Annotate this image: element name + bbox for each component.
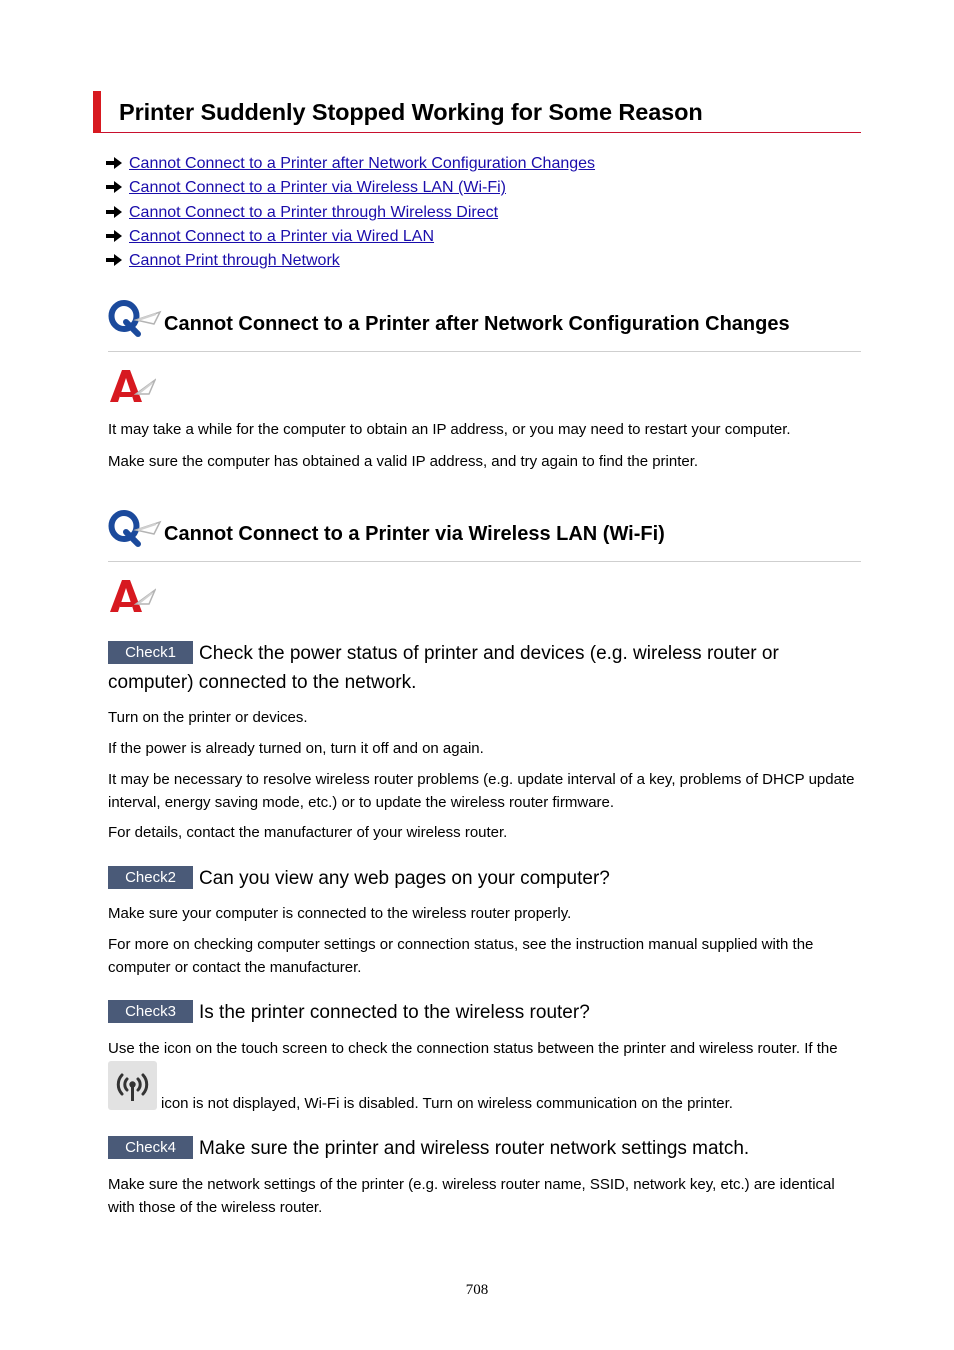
list-item (106, 226, 595, 250)
page-number: 708 (465, 1282, 489, 1298)
check-text: It may be necessary to resolve wireless router problems (e.g. update interval of a key, problems of DHCP update interval, energy saving mode, etc.) or to update the wireless router firmware. (108, 771, 855, 811)
question-title: Cannot Connect to a Printer via Wireless LAN (Wi-Fi) (164, 523, 665, 545)
link-wireless-direct[interactable]: Cannot Connect to a Printer through Wireless Direct (129, 203, 499, 221)
check-badge: Check3 (108, 1000, 193, 1023)
check-heading-text: Can you view any web pages on your computer? (199, 868, 610, 889)
answer-text: It may take a while for the computer to obtain an IP address, or you may need to restart your computer. (108, 421, 791, 438)
answer-text: Make sure the computer has obtained a valid IP address, and try again to find the printer. (108, 453, 699, 470)
question-heading (108, 508, 861, 562)
check-heading (108, 864, 862, 893)
check-badge: Check1 (108, 641, 193, 664)
page-title-header (93, 91, 861, 133)
answer-icon (108, 578, 156, 614)
list-item (106, 202, 595, 226)
link-network-config-changes[interactable]: Cannot Connect to a Printer after Network Configuration Changes (129, 155, 596, 172)
check-text: If the power is already turned on, turn it off and on again. (108, 740, 484, 757)
check-badge: Check4 (108, 1136, 193, 1159)
check-text: For more on checking computer settings or connection status, see the instruction manual supplied with the computer or contact the manufacturer. (108, 936, 814, 976)
check-heading (108, 639, 862, 697)
arrow-right-icon (106, 157, 122, 169)
wifi-signal-icon (108, 1061, 157, 1110)
answer-icon (108, 368, 156, 404)
question-icon (108, 298, 162, 338)
check-heading-text: Make sure the printer and wireless router network settings match. (199, 1138, 750, 1159)
list-item (106, 177, 595, 201)
check-text: Make sure the network settings of the printer (e.g. wireless router name, SSID, network key, etc.) are identical with those of the wireless router. (108, 1176, 835, 1216)
check-text: For details, contact the manufacturer of your wireless router. (108, 824, 508, 841)
arrow-right-icon (106, 254, 122, 266)
check-text: Use the icon on the touch screen to check the connection status between the printer and wireless router. If the (108, 1040, 838, 1057)
link-wireless-lan[interactable]: Cannot Connect to a Printer via Wireless LAN (Wi-Fi) (129, 179, 506, 197)
link-wired-lan[interactable]: Cannot Connect to a Printer via Wired LAN (129, 227, 435, 245)
list-item (106, 250, 595, 274)
check-text: Turn on the printer or devices. (108, 709, 308, 726)
arrow-right-icon (106, 206, 122, 218)
check-heading-text: Is the printer connected to the wireless router? (199, 1002, 590, 1023)
check-heading-text: Check the power status of printer and devices (e.g. wireless router or computer) connected to the network. (108, 643, 779, 693)
check-badge: Check2 (108, 866, 193, 889)
check-heading (108, 1134, 862, 1163)
link-print-through-network[interactable]: Cannot Print through Network (129, 252, 340, 270)
title-accent-bar (93, 91, 101, 133)
arrow-right-icon (106, 181, 122, 193)
list-item (106, 153, 595, 177)
page-title: Printer Suddenly Stopped Working for Some Reason (119, 99, 703, 125)
question-icon (108, 508, 162, 548)
arrow-right-icon (106, 230, 122, 242)
check-text: icon is not displayed, Wi-Fi is disabled. Turn on wireless communication on the printer. (161, 1095, 733, 1112)
question-title: Cannot Connect to a Printer after Network Configuration Changes (164, 313, 790, 335)
check-heading (108, 998, 862, 1027)
topic-link-list (106, 153, 595, 274)
check-text: Make sure your computer is connected to the wireless router properly. (108, 905, 572, 922)
question-heading (108, 298, 861, 352)
